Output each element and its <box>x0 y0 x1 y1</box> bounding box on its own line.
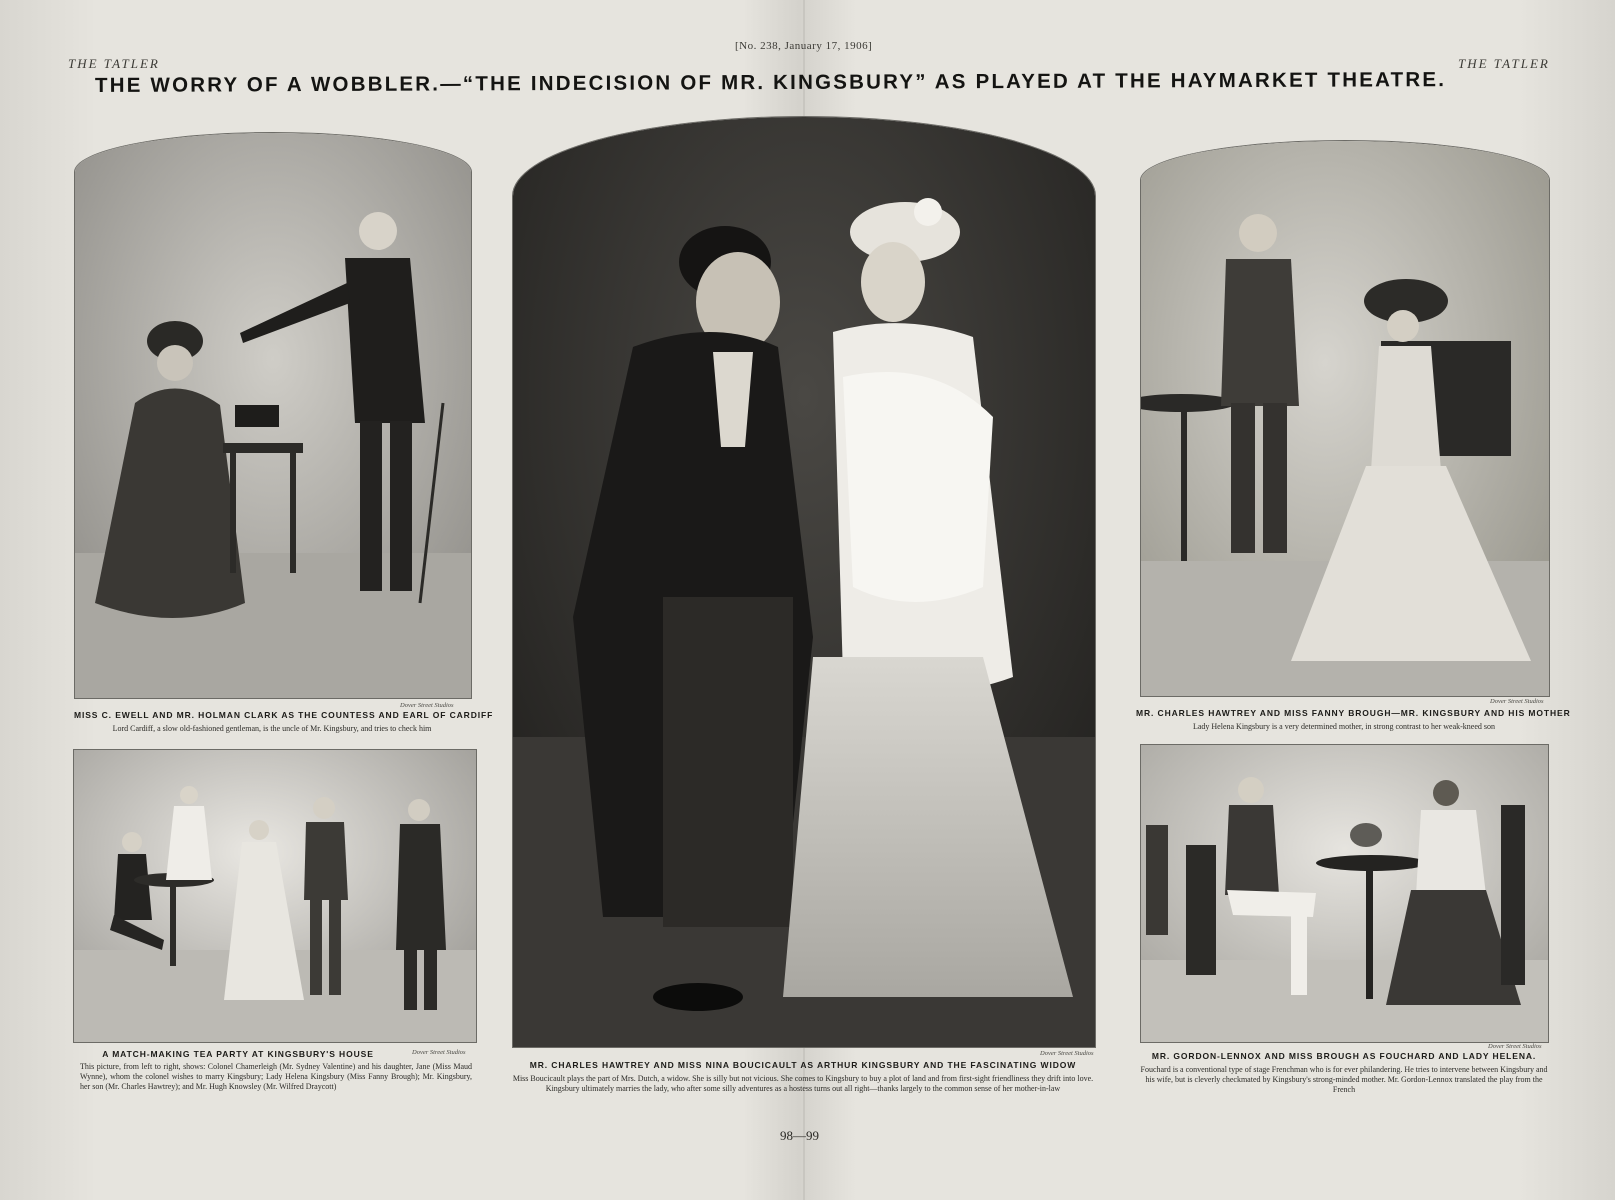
photo-tea-party <box>73 749 477 1043</box>
caption-title-fouchard-and-lady-helena: MR. GORDON-LENNOX AND MISS BROUGH AS FOUCHARD AND LADY HELENA. <box>1151 1051 1537 1061</box>
caption-title-hawtrey-and-boucicault: MR. CHARLES HAWTREY AND MISS NINA BOUCICAULT AS ARTHUR KINGSBURY AND THE FASCINATING WIDOW <box>529 1060 1077 1070</box>
photo-fouchard-and-lady-helena <box>1140 744 1549 1043</box>
photo-hawtrey-and-boucicault-image <box>513 117 1095 1047</box>
caption-text-countess-and-earl: Lord Cardiff, a slow old-fashioned gentleman, is the uncle of Mr. Kingsbury, and tries to check him <box>112 724 432 733</box>
issue-line: [No. 238, January 17, 1906] <box>735 40 873 52</box>
photo-kingsbury-and-mother-image <box>1141 141 1549 696</box>
photo-countess-and-earl-image <box>75 133 471 698</box>
caption-title-countess-and-earl: MISS C. EWELL AND MR. HOLMAN CLARK AS THE COUNTESS AND EARL OF CARDIFF <box>74 710 494 720</box>
caption-title-tea-party: A MATCH-MAKING TEA PARTY AT KINGSBURY'S HOUSE <box>102 1049 374 1059</box>
credit-tea-party: Dover Street Studios <box>412 1049 466 1056</box>
masthead-left: THE TATLER <box>68 56 160 71</box>
credit-kingsbury-and-mother: Dover Street Studios <box>1490 698 1544 705</box>
photo-kingsbury-and-mother <box>1140 140 1550 697</box>
credit-hawtrey-and-boucicault: Dover Street Studios <box>1040 1050 1094 1057</box>
photo-tea-party-image <box>74 750 476 1042</box>
caption-text-kingsbury-and-mother: Lady Helena Kingsbury is a very determined mother, in strong contrast to her weak-kneed son <box>1192 722 1496 731</box>
caption-text-tea-party: This picture, from left to right, shows: Colonel Chamerleigh (Mr. Sydney Valentine) and his daughter, Jane (Miss Maud Wynne), whom the colonel wishes to marry Kingsbury; Lady Helena Kingsbury (Miss Fanny Brough); Mr. Kingsbury, her son (Mr. Charles Hawtrey); and Mr. Hugh Knowsley (Mr. Wilfred Draycott) <box>80 1062 472 1091</box>
masthead-right: THE TATLER <box>1458 56 1550 71</box>
credit-countess-and-earl: Dover Street Studios <box>400 702 454 709</box>
page-numbers: 98—99 <box>780 1128 819 1143</box>
caption-text-hawtrey-and-boucicault: Miss Boucicault plays the part of Mrs. Dutch, a widow. She is silly but not vicious. She comes to Kingsbury to buy a plot of land and from first-sight friendliness they drift into love. Kingsbury ultimately marries the lady, who after some silly adventures as a hostess turns out all right—thanks largely to the common sense of her mother-in-law <box>512 1074 1094 1093</box>
page-headline: THE WORRY OF A WOBBLER.—“THE INDECISION OF MR. KINGSBURY” AS PLAYED AT THE HAYMARKET THEATRE. <box>94 68 1447 97</box>
caption-title-kingsbury-and-mother: MR. CHARLES HAWTREY AND MISS FANNY BROUGH—MR. KINGSBURY AND HIS MOTHER <box>1136 708 1571 718</box>
photo-countess-and-earl <box>74 132 472 699</box>
photo-fouchard-and-lady-helena-image <box>1141 745 1548 1042</box>
photo-hawtrey-and-boucicault <box>512 116 1096 1048</box>
caption-text-fouchard-and-lady-helena: Fouchard is a conventional type of stage Frenchman who is for ever philandering. He tries to intervene between Kingsbury and his wife, but is cleverly checkmated by Kingsbury's strong-minded mother. Mr. Gordon-Lennox translated the play from the French <box>1140 1065 1548 1094</box>
credit-fouchard-and-lady-helena: Dover Street Studios <box>1488 1043 1542 1050</box>
